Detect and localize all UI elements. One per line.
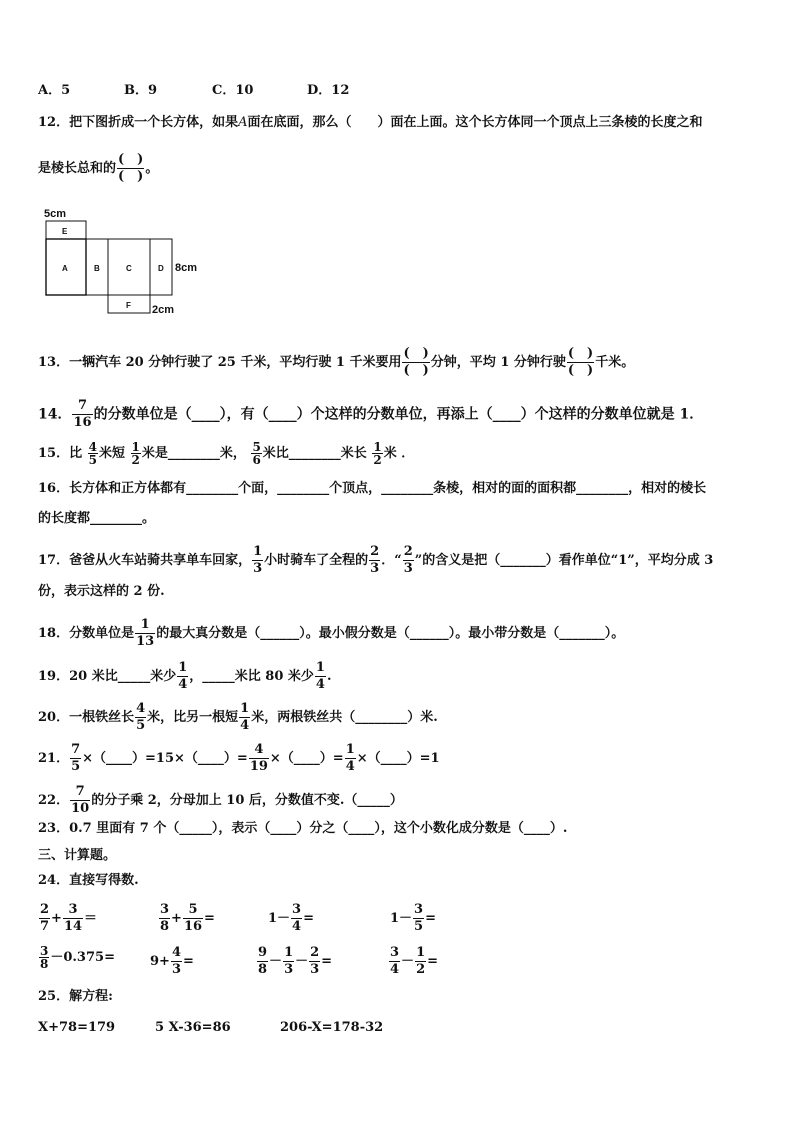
q15-t2: 米是________米， — [141, 446, 246, 461]
q13-text3: 千米。 — [595, 355, 635, 370]
q20-t1: 20．一根铁丝长 — [38, 710, 135, 725]
q12-text3: 是棱长总和的 — [38, 161, 117, 176]
q24-expr-6: 9+ $\frac{4}{3}$ = — [150, 945, 194, 977]
q13-fraction-2: ( ) ( ) — [567, 346, 594, 378]
face-e-label: E — [62, 227, 68, 236]
q13-fraction-1: ( ) ( ) — [403, 346, 429, 378]
q18-fraction: $\frac{1}{13}$ — [136, 617, 155, 649]
q24-title: 24．直接写得数. — [38, 873, 139, 888]
q14-text: 的分数单位是（____），有（____）个这样的分数单位，再添上（____）个这样的分数单位就是 1． — [93, 406, 704, 423]
q21-frac-3: $\frac{1}{4}$ — [345, 742, 355, 774]
q19 — [38, 660, 332, 693]
section-3-heading: 三、计算题。 — [38, 848, 117, 863]
q20-frac-1: $\frac{4}{5}$ — [136, 701, 146, 733]
q21-t2: ×（____）= — [269, 751, 344, 766]
q13-text2: 分钟，平均 1 分钟行驶 — [430, 355, 566, 370]
q23: 23．0.7 里面有 7 个（_____），表示（____）分之（____），这个小数化成分数是（____）. — [38, 821, 568, 836]
q21-prefix: 21． — [38, 751, 70, 766]
q21-t1: ×（____）=15×（____）= — [82, 751, 248, 766]
q15-t4: 米 ． — [383, 446, 415, 461]
q24-expr-2: $\frac{3}{8}$ + $\frac{5}{16}$ = — [160, 902, 215, 934]
q18-t2: 的最大真分数是（______）。最小假分数是（______）。最小带分数是（_______）。 — [156, 626, 625, 641]
q17-frac-3: $\frac{2}{3}$ — [403, 544, 413, 576]
q17-line2: 份，表示这样的 2 份. — [38, 584, 165, 599]
option-c: C．10 — [212, 83, 254, 98]
q24-expr-7: $\frac{9}{8}$ － $\frac{1}{3}$ － $\frac{2}{3}$ = — [258, 945, 333, 977]
option-a: A．5 — [38, 83, 71, 98]
q25-eq-3: 206-X=178-32 — [280, 1020, 384, 1035]
q20-t3: 米，两根铁丝共（________）米. — [251, 710, 438, 725]
dim-top: 5cm — [44, 208, 67, 220]
q20-frac-2: $\frac{1}{4}$ — [240, 701, 250, 733]
q17-t2: 小时骑车了全程的 — [264, 553, 369, 568]
q18-t1: 18．分数单位是 — [38, 626, 135, 641]
q22 — [38, 784, 403, 817]
q24-expr-3: 1－ $\frac{3}{4}$ = — [268, 902, 314, 934]
q16-line2: 的长度都________。 — [38, 511, 156, 526]
q19-t1: 19．20 米比_____米少 — [38, 669, 177, 684]
q21-frac-2: $\frac{4}{19}$ — [249, 742, 268, 774]
q14-prefix: 14． — [38, 406, 72, 423]
q14-fraction: $\frac{7}{16}$ — [73, 398, 92, 430]
option-d: D．12 — [307, 83, 350, 98]
q25-title: 25．解方程: — [38, 989, 113, 1004]
q11-options — [38, 82, 349, 100]
q24-expr-8: $\frac{3}{4}$ － $\frac{1}{2}$ = — [390, 945, 439, 977]
q17-frac-1: $\frac{1}{3}$ — [253, 544, 263, 576]
face-d-label: D — [158, 264, 164, 273]
q25-eq-2: 5 X-36=86 — [155, 1020, 231, 1035]
q22-prefix: 22． — [38, 793, 70, 808]
q12-fraction: ( ) ( ) — [118, 152, 144, 184]
q15 — [38, 441, 414, 466]
q17-t1: 17．爸爸从火车站骑共享单车回家， — [38, 553, 252, 568]
q13-text1: 13．一辆汽车 20 分钟行驶了 25 千米，平均行驶 1 千米要用 — [38, 355, 402, 370]
q15-prefix: 15．比 — [38, 446, 83, 461]
q14 — [38, 398, 703, 431]
q20 — [38, 701, 438, 734]
q24-expr-1: $\frac{2}{7}$ + $\frac{3}{14}$ ＝ — [40, 902, 98, 934]
q19-t2: ，_____米比 80 米少 — [189, 669, 314, 684]
cuboid-net-figure — [38, 205, 218, 320]
q12-line1 — [38, 114, 703, 132]
q24-expr-5: $\frac{3}{8}$ －0.375= — [40, 944, 115, 971]
q25-eq-1: X+78=179 — [38, 1020, 116, 1035]
q15-frac-1: $\frac{4}{5}$ — [88, 440, 97, 467]
q13 — [38, 346, 634, 379]
q12-line2 — [38, 152, 158, 185]
q21 — [38, 742, 440, 775]
face-b-label: B — [94, 264, 100, 273]
q12-text4: 。 — [145, 161, 159, 176]
q22-fraction: $\frac{7}{10}$ — [71, 784, 90, 816]
q20-t2: 米，比另一根短 — [147, 710, 239, 725]
q17-t3: ．“ — [381, 553, 402, 568]
option-b: B．9 — [124, 83, 158, 98]
q15-t1: 米短 — [98, 446, 125, 461]
q17-frac-2: $\frac{2}{3}$ — [370, 544, 380, 576]
q24-expr-4: 1－ $\frac{3}{5}$ = — [390, 902, 436, 934]
face-f-label: F — [126, 301, 131, 310]
q18 — [38, 617, 624, 650]
dim-bottom: 2cm — [152, 304, 175, 316]
q17-t4: ”的含义是把（_______）看作单位“1”，平均分成 3 — [414, 553, 714, 568]
dim-right: 8cm — [175, 262, 198, 274]
q21-frac-1: $\frac{7}{5}$ — [71, 742, 81, 774]
q12-face-a: A — [238, 115, 248, 130]
q22-text: 的分子乘 2，分母加上 10 后，分数值不变.（_____） — [91, 793, 403, 808]
q19-frac-1: $\frac{1}{4}$ — [178, 660, 188, 692]
q19-frac-2: $\frac{1}{4}$ — [315, 660, 325, 692]
face-a-label: A — [62, 264, 68, 273]
q12-text1: 12．把下图折成一个长方体，如果 — [38, 115, 239, 130]
q15-t3: 米比________米长 — [262, 446, 367, 461]
q16-line1: 16．长方体和正方体都有________个面，________个顶点，________条棱，相对的面的面积都________，相对的棱长 — [38, 481, 707, 496]
q21-t3: ×（____）=1 — [356, 751, 440, 766]
q15-frac-2: $\frac{1}{2}$ — [131, 440, 140, 467]
q15-frac-3: $\frac{5}{6}$ — [252, 440, 261, 467]
q12-text2: 面在底面，那么（ ）面在上面。这个长方体同一个顶点上三条棱的长度之和 — [247, 115, 703, 130]
q17-line1 — [38, 544, 713, 577]
face-c-label: C — [126, 264, 132, 273]
q19-t3: . — [326, 669, 332, 684]
q15-frac-4: $\frac{1}{2}$ — [373, 440, 382, 467]
